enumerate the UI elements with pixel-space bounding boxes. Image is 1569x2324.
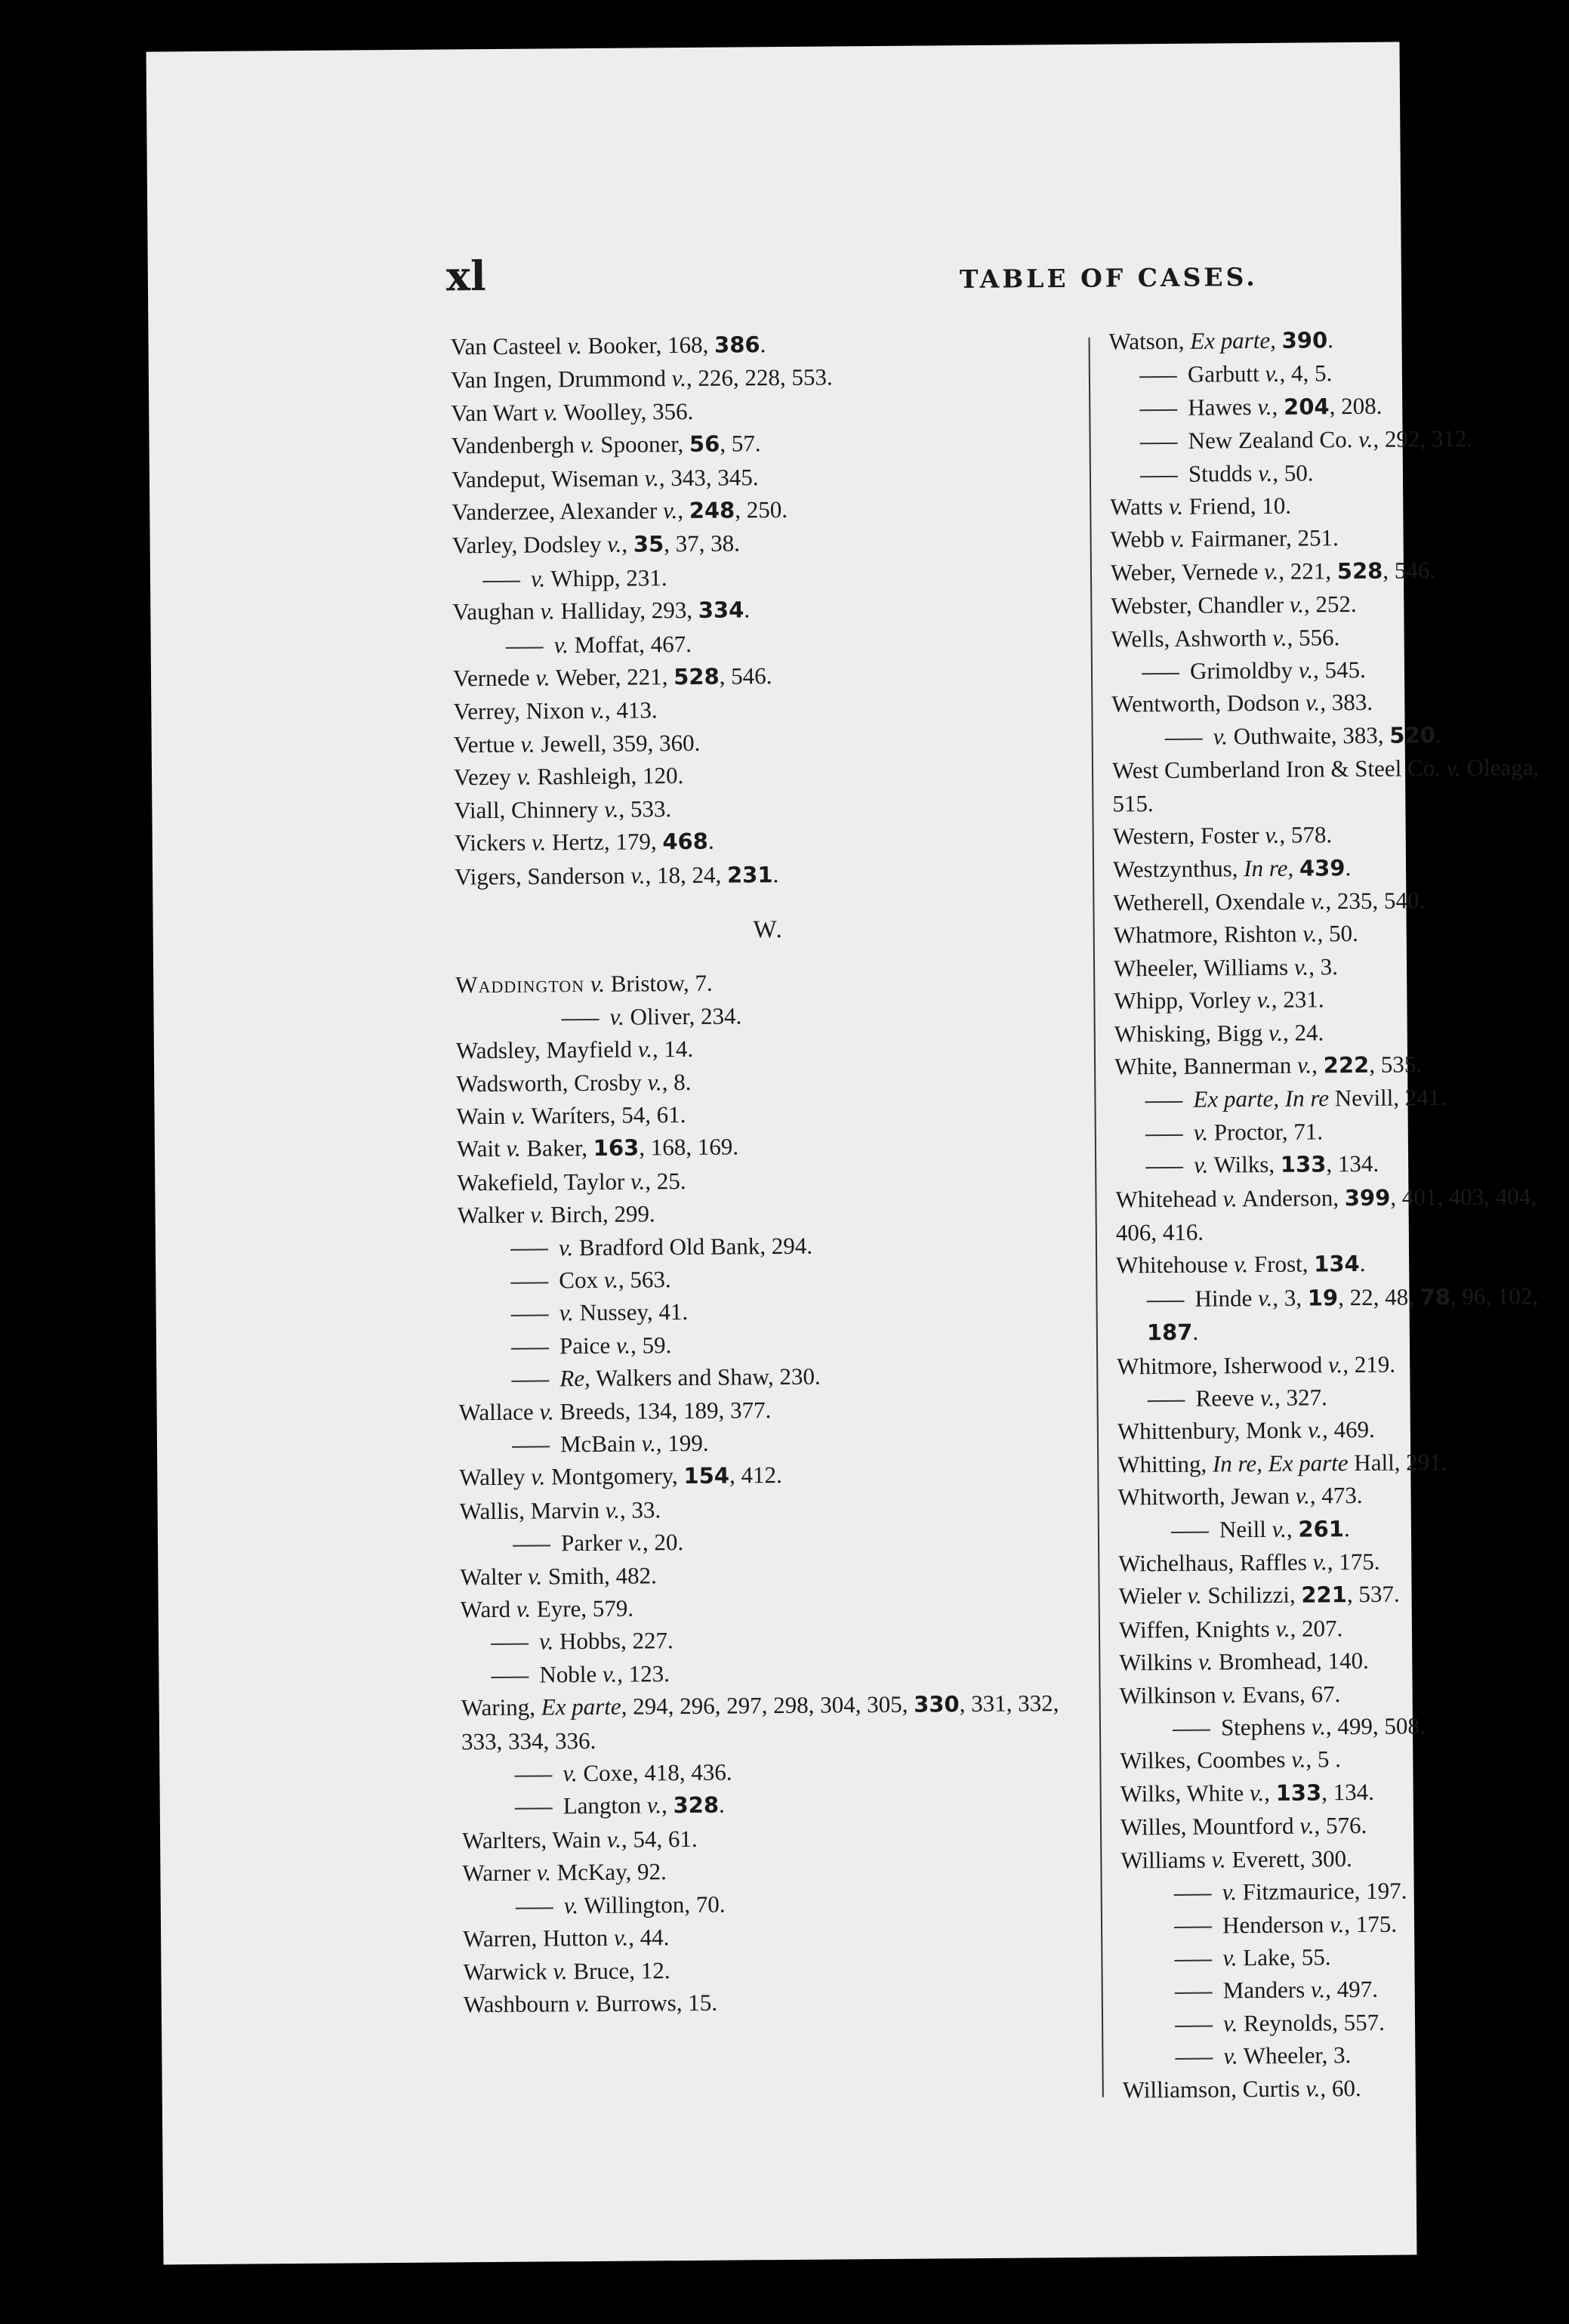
index-entry: Wetherell, Oxendale v., 235, 540. — [1113, 887, 1426, 916]
index-entry: Walter v. Smith, 482. — [460, 1561, 657, 1590]
index-entry: Varley, Dodsley v., 35, 37, 38. — [452, 529, 741, 559]
index-entry: Whitworth, Jewan v., 473. — [1117, 1482, 1363, 1511]
index-entry: West Cumberland Iron & Steel Co. v. Oleaga, 515. — [1111, 754, 1540, 817]
index-entry: v. Outhwaite, 383, 520. — [1112, 718, 1558, 755]
index-entry: Henderson v., 175. — [1121, 1906, 1567, 1942]
index-entry: Stephens v., 499, 508. — [1120, 1708, 1565, 1745]
index-entry: Manders v., 497. — [1122, 1971, 1567, 2008]
index-entry: Vertue v. Jewell, 359, 360. — [453, 729, 701, 758]
index-entry: Wait v. Baker, 163, 168, 169. — [456, 1133, 739, 1162]
index-entry: Whitehead v. Anderson, 399, 401, 403, 404, 406, 416. — [1115, 1182, 1537, 1246]
ditto-dash — [482, 580, 520, 582]
index-entry: Wain v. Waríters, 54, 61. — [456, 1100, 686, 1130]
index-entry: Studds v., 50. — [1110, 455, 1555, 491]
index-entry: Wieler v. Schilizzi, 221, 537. — [1118, 1581, 1400, 1610]
index-entry: Whitmore, Isherwood v., 219. — [1117, 1350, 1396, 1380]
index-entry: v. Wilks, 133, 134. — [1115, 1146, 1561, 1183]
left-column — [450, 326, 1090, 2021]
index-entry: Wilkins v. Bromhead, 140. — [1119, 1647, 1369, 1676]
ditto-dash — [516, 1907, 553, 1909]
index-entry: Van Wart v. Woolley, 356. — [451, 397, 694, 427]
ditto-dash — [1145, 1134, 1183, 1135]
index-entry: Warlters, Wain v., 54, 61. — [461, 1825, 698, 1854]
index-entry: Whipp, Vorley v., 231. — [1114, 986, 1324, 1014]
index-entry: Wheeler, Williams v., 3. — [1113, 952, 1339, 982]
book-page — [146, 42, 1540, 2265]
ditto-dash — [1139, 376, 1177, 378]
index-entry: Vigers, Sanderson v., 18, 24, 231. — [454, 860, 779, 890]
index-entry: v. Whipp, 231. — [452, 558, 1079, 596]
index-entry: Whitting, In re, Ex parte Hall, 291. — [1117, 1448, 1447, 1478]
index-entry: Ward v. Eyre, 579. — [460, 1594, 634, 1623]
index-entry: New Zealand Co. v., 292, 312. — [1109, 421, 1555, 458]
index-entry: Walley v. Montgomery, 154, 412. — [459, 1461, 782, 1491]
index-entry: Noble v., 123. — [461, 1654, 1087, 1692]
ditto-dash — [562, 1018, 600, 1020]
index-entry: Watts v. Friend, 10. — [1110, 492, 1292, 520]
ditto-dash — [510, 1282, 548, 1283]
index-entry: Vanderzee, Alexander v., 248, 250. — [452, 495, 788, 526]
index-entry: v. Coxe, 418, 436. — [461, 1753, 1088, 1791]
index-entry: Washbourn v. Burrows, 15. — [463, 1989, 718, 2018]
ditto-dash — [1174, 1927, 1212, 1928]
index-entry: v. Reynolds, 557. — [1122, 2005, 1567, 2041]
index-entry: Westzynthus, In re, 439. — [1112, 853, 1352, 883]
ditto-dash — [511, 1347, 549, 1349]
index-entry: McBain v., 199. — [459, 1424, 1086, 1461]
ditto-dash — [513, 1545, 550, 1547]
index-entry: Western, Foster v., 578. — [1112, 821, 1333, 850]
index-entry: Hinde v., 3, 19, 22, 48, 78, 96, 102, 187. — [1146, 1282, 1539, 1346]
index-entry: Weber, Vernede v., 221, 528, 546. — [1110, 557, 1436, 586]
index-entry: Grimoldby v., 545. — [1111, 652, 1557, 688]
index-entry: Neill v., 261. — [1118, 1511, 1564, 1548]
index-entry: Vickers v. Hertz, 179, 468. — [454, 827, 714, 856]
index-entry: Webster, Chandler v., 252. — [1111, 591, 1357, 619]
ditto-dash — [511, 1381, 549, 1382]
index-entry: Wallace v. Breeds, 134, 189, 377. — [458, 1396, 772, 1425]
index-entry: Van Casteel v. Booker, 168, 386. — [450, 331, 766, 360]
index-entry: Wallis, Marvin v., 33. — [459, 1496, 661, 1525]
ditto-dash — [1140, 443, 1178, 444]
ditto-dash — [1175, 2025, 1213, 2026]
ditto-dash — [506, 647, 544, 648]
index-entry: v. Nussey, 41. — [458, 1292, 1084, 1330]
ditto-dash — [1175, 1992, 1213, 1994]
index-entry: Wichelhaus, Raffles v., 175. — [1118, 1548, 1380, 1577]
index-entry: Paice v., 59. — [458, 1326, 1085, 1363]
index-entry: Whitehouse v. Frost, 134. — [1116, 1250, 1366, 1279]
ditto-dash — [1175, 2058, 1213, 2060]
index-entry: Cox v., 563. — [458, 1260, 1084, 1298]
index-entry: Whisking, Bigg v., 24. — [1114, 1018, 1324, 1048]
index-entry: v. Moffat, 467. — [453, 625, 1080, 662]
ditto-dash — [1171, 1531, 1209, 1532]
ditto-dash — [491, 1643, 529, 1645]
index-entry: Wakefield, Taylor v., 25. — [457, 1167, 686, 1196]
index-entry: Walker v. Birch, 299. — [457, 1200, 655, 1229]
ditto-dash — [1174, 1959, 1212, 1961]
index-entry: Williamson, Curtis v., 60. — [1122, 2074, 1361, 2103]
index-entry: Parker v., 20. — [460, 1523, 1087, 1560]
index-entry: Vandenbergh v. Spooner, 56, 57. — [451, 430, 761, 459]
ditto-dash — [1145, 1101, 1182, 1103]
ditto-dash — [1139, 409, 1177, 411]
index-entry: Whittenbury, Monk v., 469. — [1117, 1416, 1375, 1445]
ditto-dash — [515, 1808, 553, 1810]
index-entry: Hawes v., 204, 208. — [1109, 388, 1555, 425]
index-entry: Verrey, Nixon v., 413. — [453, 696, 658, 725]
index-entry: Webb v. Fairmaner, 251. — [1110, 524, 1339, 553]
index-entry: v. Oliver, 234. — [455, 997, 1082, 1035]
section-heading-w: W. — [753, 915, 784, 944]
ditto-dash — [1148, 1400, 1185, 1402]
index-entry: Garbutt v., 4, 5. — [1109, 355, 1555, 391]
index-entry: Warren, Hutton v., 44. — [463, 1924, 670, 1952]
ditto-dash — [512, 1446, 550, 1447]
index-entry: Reeve v., 327. — [1117, 1379, 1562, 1415]
index-entry: Wilkes, Coombes v., 5 . — [1120, 1745, 1342, 1774]
index-entry: Ex parte, In re Nevill, 241. — [1114, 1080, 1560, 1116]
index-entry: v. Willington, 70. — [463, 1885, 1090, 1923]
index-entry: Vaughan v. Halliday, 293, 334. — [452, 596, 751, 625]
index-entry: Wadsley, Mayfield v., 14. — [455, 1035, 694, 1064]
index-entry: Williams v. Everett, 300. — [1120, 1844, 1352, 1874]
index-entry: Langton v., 328. — [462, 1785, 1089, 1824]
index-entry: v. Hobbs, 227. — [461, 1621, 1087, 1659]
index-entry: v. Proctor, 71. — [1115, 1113, 1561, 1150]
index-entry: v. Wheeler, 3. — [1122, 2037, 1567, 2073]
ditto-dash — [1174, 1894, 1212, 1896]
ditto-dash — [1140, 475, 1178, 477]
index-entry: Wells, Ashworth v., 556. — [1111, 623, 1340, 653]
index-entry: Wilkinson v. Evans, 67. — [1119, 1680, 1341, 1709]
page-number: xl — [445, 252, 486, 301]
index-entry: Wiffen, Knights v., 207. — [1118, 1615, 1343, 1643]
ditto-dash — [1165, 738, 1203, 739]
index-entry: Vandeput, Wiseman v., 343, 345. — [451, 463, 759, 493]
index-entry: Warwick v. Bruce, 12. — [463, 1956, 670, 1985]
ditto-dash — [1142, 673, 1179, 674]
index-entry: Re, Walkers and Shaw, 230. — [458, 1358, 1085, 1396]
index-entry: v. Bradford Old Bank, 294. — [458, 1227, 1084, 1264]
index-entry: Viall, Chinnery v., 533. — [454, 795, 672, 824]
running-head: TABLE OF CASES. — [959, 262, 1258, 295]
ditto-dash — [510, 1249, 548, 1251]
ditto-dash — [491, 1676, 529, 1677]
index-entry: Wilks, White v., 133, 134. — [1120, 1778, 1375, 1807]
index-entry: Whatmore, Rishton v., 50. — [1113, 920, 1358, 949]
index-entry: Willes, Mountford v., 576. — [1120, 1812, 1367, 1841]
ditto-dash — [514, 1775, 552, 1776]
index-entry: Van Ingen, Drummond v., 226, 228, 553. — [450, 363, 833, 394]
index-entry: Watson, Ex parte, 390. — [1108, 326, 1334, 355]
ditto-dash — [1147, 1300, 1185, 1301]
index-entry: Waddington v. Bristow, 7. — [455, 970, 713, 998]
ditto-dash — [1173, 1730, 1210, 1731]
index-entry: Wadsworth, Crosby v., 8. — [456, 1068, 692, 1097]
column-divider — [1089, 338, 1104, 2097]
index-entry: Warner v. McKay, 92. — [462, 1858, 667, 1887]
ditto-dash — [1145, 1167, 1183, 1168]
index-entry: v. Lake, 55. — [1121, 1939, 1567, 1975]
index-entry: v. Fitzmaurice, 197. — [1121, 1873, 1567, 1909]
index-entry: Vezey v. Rashleigh, 120. — [453, 762, 684, 791]
index-entry: Wentworth, Dodson v., 383. — [1111, 689, 1373, 718]
right-column — [1108, 322, 1568, 2106]
index-entry: Waring, Ex parte, 294, 296, 297, 298, 304, 305, 330, 331, 332, 333, 334, 336. — [461, 1690, 1059, 1755]
index-entry: Vernede v. Weber, 221, 528, 546. — [452, 662, 772, 692]
index-entry: White, Bannerman v., 222, 535. — [1114, 1051, 1423, 1080]
ditto-dash — [511, 1315, 549, 1316]
